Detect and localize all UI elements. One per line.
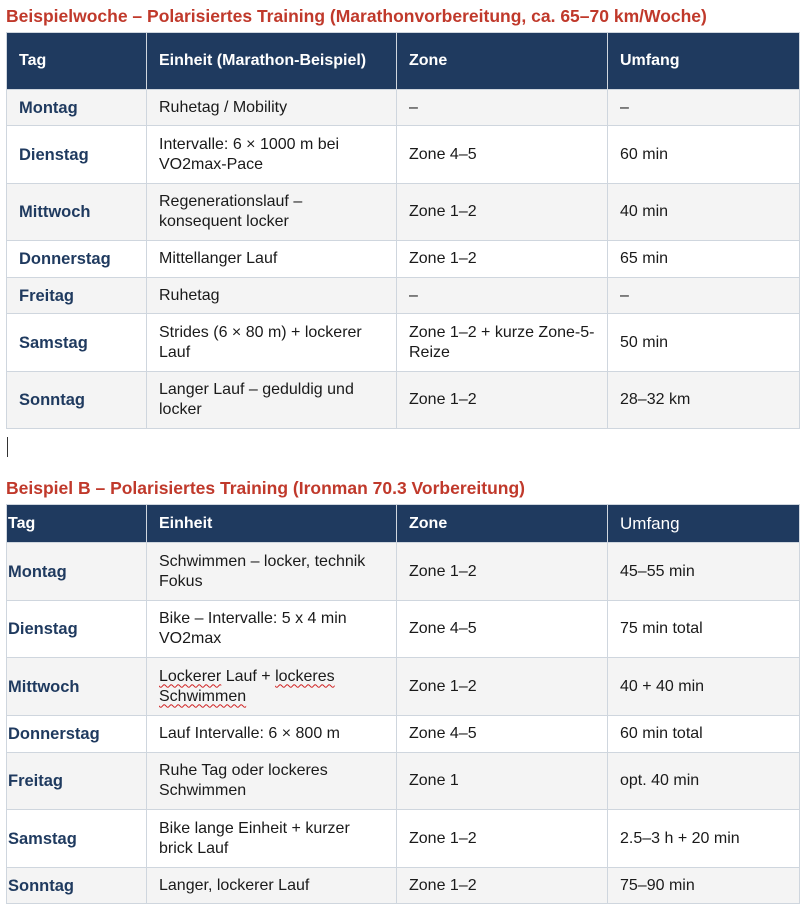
cell-day: Dienstag: [7, 601, 147, 658]
cell-volume: 75–90 min: [608, 868, 800, 904]
cell-day: Montag: [7, 543, 147, 601]
section-a-title: Beispielwoche – Polarisiertes Training (Marathonvorbereitung, ca. 65–70 km/Woche): [6, 6, 707, 26]
table-row: [7, 601, 800, 658]
cell-volume: 28–32 km: [608, 372, 800, 429]
cell-volume: 40 + 40 min: [608, 658, 800, 716]
cell-zone: –: [397, 278, 608, 314]
cell-unit: Langer Lauf – geduldig und locker: [147, 372, 397, 429]
cell-day: Dienstag: [7, 126, 147, 184]
cell-day: Mittwoch: [7, 184, 147, 241]
cell-unit: Schwimmen – locker, technik Fokus: [147, 543, 397, 601]
table-row: [7, 543, 800, 601]
cell-unit: Regenerationslauf – konsequent locker: [147, 184, 397, 241]
header-zone: Zone: [397, 505, 608, 543]
cell-volume: –: [608, 90, 800, 126]
cell-day: Donnerstag: [7, 241, 147, 278]
cell-unit: Ruhetag / Mobility: [147, 90, 397, 126]
misspelled-word: lockeres: [275, 667, 335, 685]
cell-volume: –: [608, 278, 800, 314]
table-row: [7, 184, 800, 241]
cell-unit: Langer, lockerer Lauf: [147, 868, 397, 904]
header-umfang: Umfang: [608, 505, 800, 543]
header-tag: Tag: [7, 505, 147, 543]
cell-unit: Bike – Intervalle: 5 x 4 min VO2max: [147, 601, 397, 658]
table-row: [7, 90, 800, 126]
table-row: [7, 716, 800, 753]
cell-unit: Mittellanger Lauf: [147, 241, 397, 278]
header-einheit: Einheit: [147, 505, 397, 543]
marathon-week-table: [6, 32, 800, 429]
cell-day: Sonntag: [7, 868, 147, 904]
cell-day: Samstag: [7, 314, 147, 372]
table-row: [7, 278, 800, 314]
header-einheit: Einheit (Marathon-Beispiel): [147, 33, 397, 90]
cell-unit: Ruhe Tag oder lockeres Schwimmen: [147, 753, 397, 810]
cell-unit: [147, 658, 397, 716]
cell-unit: Strides (6 × 80 m) + lockerer Lauf: [147, 314, 397, 372]
table-row: [7, 241, 800, 278]
table-row: [7, 314, 800, 372]
cell-day: Mittwoch: [7, 658, 147, 716]
header-zone: Zone: [397, 33, 608, 90]
cell-zone: Zone 1–2: [397, 810, 608, 868]
cell-zone: Zone 1–2 + kurze Zone-5-Reize: [397, 314, 608, 372]
table-row: [7, 868, 800, 904]
cell-day: Freitag: [7, 753, 147, 810]
cell-volume: 45–55 min: [608, 543, 800, 601]
cell-volume: 60 min total: [608, 716, 800, 753]
cell-day: Freitag: [7, 278, 147, 314]
cell-volume: 65 min: [608, 241, 800, 278]
cell-unit: Intervalle: 6 × 1000 m bei VO2max-Pace: [147, 126, 397, 184]
header-tag: Tag: [7, 33, 147, 90]
cell-volume: 40 min: [608, 184, 800, 241]
cell-volume: opt. 40 min: [608, 753, 800, 810]
cell-day: Montag: [7, 90, 147, 126]
cell-day: Sonntag: [7, 372, 147, 429]
cell-volume: 60 min: [608, 126, 800, 184]
cell-zone: Zone 4–5: [397, 601, 608, 658]
cell-zone: Zone 1–2: [397, 658, 608, 716]
cell-zone: Zone 1–2: [397, 184, 608, 241]
cell-unit: Bike lange Einheit + kurzer brick Lauf: [147, 810, 397, 868]
cell-unit: Lauf Intervalle: 6 × 800 m: [147, 716, 397, 753]
section-b-title: Beispiel B – Polarisiertes Training (Ironman 70.3 Vorbereitung): [6, 478, 525, 498]
text-cursor: [7, 437, 8, 457]
table-header-row: [7, 505, 800, 543]
cell-day: Donnerstag: [7, 716, 147, 753]
cell-volume: 50 min: [608, 314, 800, 372]
table-row: [7, 658, 800, 716]
cell-zone: Zone 1–2: [397, 543, 608, 601]
misspelled-word: Schwimmen: [159, 687, 247, 705]
cell-unit: Ruhetag: [147, 278, 397, 314]
text-run: Lauf +: [221, 667, 276, 685]
table-row: [7, 753, 800, 810]
cell-day: Samstag: [7, 810, 147, 868]
cell-zone: Zone 1: [397, 753, 608, 810]
header-umfang: Umfang: [608, 33, 800, 90]
cell-zone: Zone 1–2: [397, 241, 608, 278]
cell-zone: Zone 1–2: [397, 372, 608, 429]
table-row: [7, 810, 800, 868]
table-row: [7, 372, 800, 429]
table-header-row: [7, 33, 800, 90]
cell-zone: –: [397, 90, 608, 126]
cell-volume: 2.5–3 h + 20 min: [608, 810, 800, 868]
ironman-week-table: [6, 504, 800, 904]
table-row: [7, 126, 800, 184]
misspelled-word: Lockerer: [159, 667, 222, 685]
cell-zone: Zone 4–5: [397, 126, 608, 184]
cell-zone: Zone 1–2: [397, 868, 608, 904]
cell-zone: Zone 4–5: [397, 716, 608, 753]
cell-volume: 75 min total: [608, 601, 800, 658]
